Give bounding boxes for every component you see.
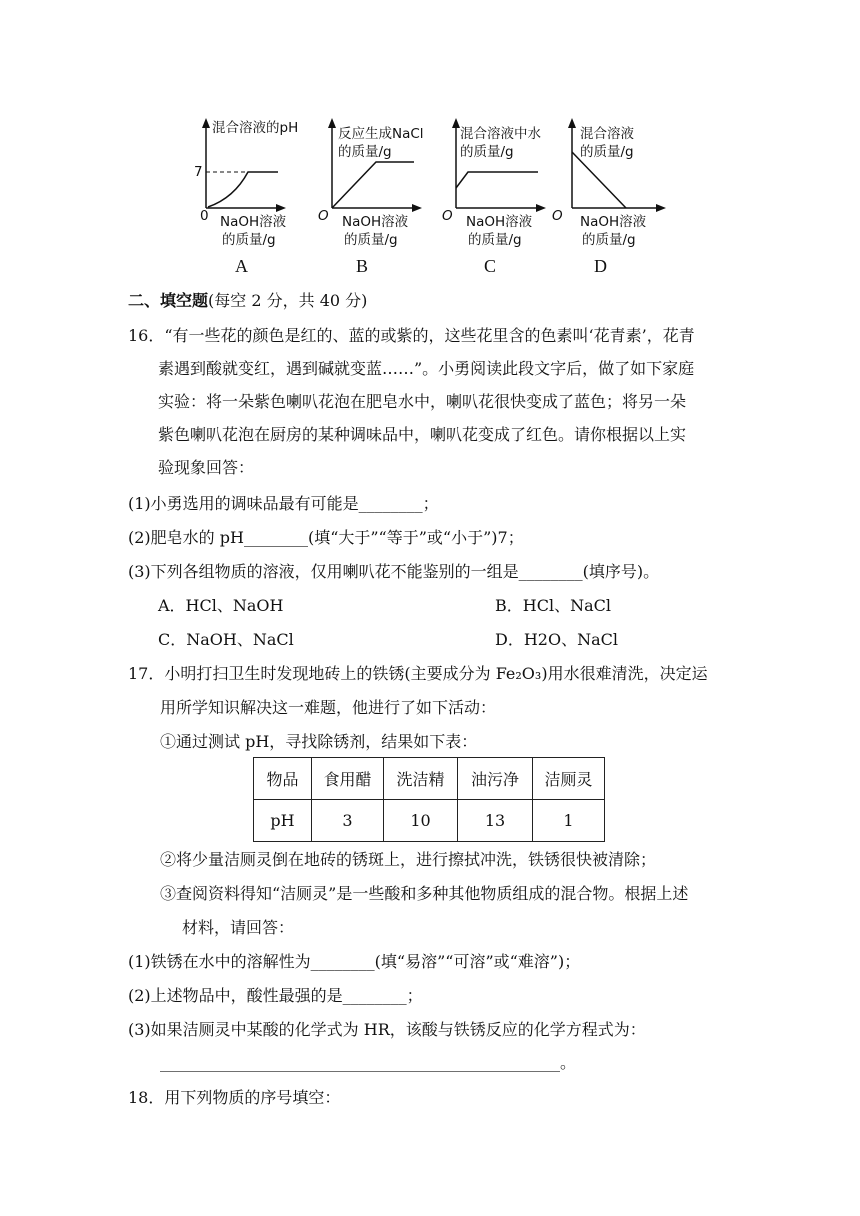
q17-step-1: ①通过测试 pH，寻找除锈剂，结果如下表： bbox=[160, 732, 478, 751]
table-row bbox=[254, 800, 605, 842]
graph-a-origin: 0 bbox=[200, 208, 209, 224]
graph-c bbox=[440, 112, 560, 282]
q17-step-3-cont: 材料，请回答： bbox=[182, 918, 295, 937]
section-note: (每空 2 分，共 40 分) bbox=[208, 291, 368, 310]
q17-step-3: ③查阅资料得知“洁厕灵”是一些酸和多种其他物质组成的混合物。根据上述 bbox=[160, 884, 689, 903]
graph-b-letter: B bbox=[356, 256, 369, 276]
graph-a-plot bbox=[190, 112, 310, 282]
graph-options bbox=[190, 112, 670, 282]
q16-sub-2: (2)肥皂水的 pH________(填“大于”“等于”或“小于”)7； bbox=[128, 528, 524, 547]
section-heading bbox=[128, 290, 367, 312]
graph-b bbox=[316, 112, 436, 282]
q18-line-1: 18．用下列物质的序号填空： bbox=[128, 1088, 341, 1107]
table-header-cell: 洗洁精 bbox=[384, 758, 458, 800]
q16-line-4: 紫色喇叭花泡在厨房的某种调味品中，喇叭花变成了红色。请你根据以上实 bbox=[158, 425, 687, 444]
q17-answer-blank: __________________________________________________。 bbox=[160, 1053, 577, 1072]
q16-line-5: 验现象回答： bbox=[158, 458, 255, 477]
graph-a-ylabel: 混合溶液的pH bbox=[212, 120, 299, 136]
graph-a-tick-7: 7 bbox=[194, 164, 203, 180]
q17-step-2: ②将少量洁厕灵倒在地砖的锈斑上，进行擦拭冲洗，铁锈很快被清除； bbox=[160, 850, 657, 869]
table-cell: 10 bbox=[384, 800, 458, 842]
table-header-cell: 食用醋 bbox=[312, 758, 384, 800]
table-header-cell: 物品 bbox=[254, 758, 312, 800]
table-header-cell: 洁厕灵 bbox=[533, 758, 605, 800]
graph-a-letter: A bbox=[235, 256, 248, 276]
graph-c-xlabel: NaOH溶液 bbox=[466, 214, 533, 230]
graph-c-letter: C bbox=[484, 256, 497, 276]
q16-line-2: 素遇到酸就变红，遇到碱就变蓝……”。小勇阅读此段文字后，做了如下家庭 bbox=[158, 359, 695, 378]
q17-line-1: 17．小明打扫卫生时发现地砖上的铁锈(主要成分为 Fe₂O₃)用水很难清洗，决定运 bbox=[128, 664, 708, 683]
graph-d-letter: D bbox=[594, 256, 607, 276]
graph-d bbox=[552, 112, 680, 282]
table-cell: 3 bbox=[312, 800, 384, 842]
q17-sub-3: (3)如果洁厕灵中某酸的化学式为 HR，该酸与铁锈反应的化学方程式为： bbox=[128, 1020, 646, 1039]
graph-d-ylabel-unit: 的质量/g bbox=[580, 144, 634, 160]
table-header-cell: 油污净 bbox=[458, 758, 533, 800]
table-cell: 13 bbox=[458, 800, 533, 842]
graph-b-xlabel-unit: 的质量/g bbox=[344, 232, 398, 248]
q16-line-1: 16．“有一些花的颜色是红的、蓝的或紫的，这些花里含的色素叫‘花青素’，花青 bbox=[128, 326, 695, 345]
q16-option-c: C．NaOH、NaCl bbox=[158, 630, 294, 649]
graph-c-xlabel-unit: 的质量/g bbox=[468, 232, 522, 248]
q17-sub-1: (1)铁锈在水中的溶解性为________(填“易溶”“可溶”或“难溶”)； bbox=[128, 952, 581, 971]
graph-a-xlabel-unit: 的质量/g bbox=[222, 232, 276, 248]
q16-option-b: B．HCl、NaCl bbox=[495, 596, 611, 615]
graph-b-ylabel: 反应生成NaCl bbox=[338, 126, 424, 142]
graph-b-origin: O bbox=[318, 208, 329, 224]
graph-a-xlabel: NaOH溶液 bbox=[220, 214, 287, 230]
graph-d-xlabel: NaOH溶液 bbox=[580, 214, 647, 230]
graph-d-xlabel-unit: 的质量/g bbox=[582, 232, 636, 248]
graph-c-ylabel-unit: 的质量/g bbox=[460, 144, 514, 160]
q16-line-3: 实验：将一朵紫色喇叭花泡在肥皂水中，喇叭花很快变成了蓝色；将另一朵 bbox=[158, 392, 687, 411]
graph-a bbox=[190, 112, 310, 282]
graph-d-ylabel: 混合溶液 bbox=[580, 126, 634, 142]
q16-option-a: A．HCl、NaOH bbox=[158, 596, 284, 615]
q17-sub-2: (2)上述物品中，酸性最强的是________； bbox=[128, 986, 423, 1005]
graph-c-origin: O bbox=[442, 208, 453, 224]
graph-b-xlabel: NaOH溶液 bbox=[342, 214, 409, 230]
q16-sub-1: (1)小勇选用的调味品最有可能是________； bbox=[128, 494, 439, 513]
graph-c-ylabel: 混合溶液中水 bbox=[460, 126, 541, 142]
q17-line-2: 用所学知识解决这一难题，他进行了如下活动： bbox=[160, 698, 497, 717]
table-cell: pH bbox=[254, 800, 312, 842]
table-row bbox=[254, 758, 605, 800]
table-cell: 1 bbox=[533, 800, 605, 842]
q16-sub-3: (3)下列各组物质的溶液，仅用喇叭花不能鉴别的一组是________(填序号)。 bbox=[128, 562, 660, 581]
graph-b-ylabel-unit: 的质量/g bbox=[338, 144, 392, 160]
q16-option-d: D．H2O、NaCl bbox=[495, 630, 618, 649]
section-title: 二、填空题 bbox=[128, 291, 209, 310]
ph-table bbox=[253, 757, 605, 842]
graph-d-origin: O bbox=[552, 208, 563, 224]
